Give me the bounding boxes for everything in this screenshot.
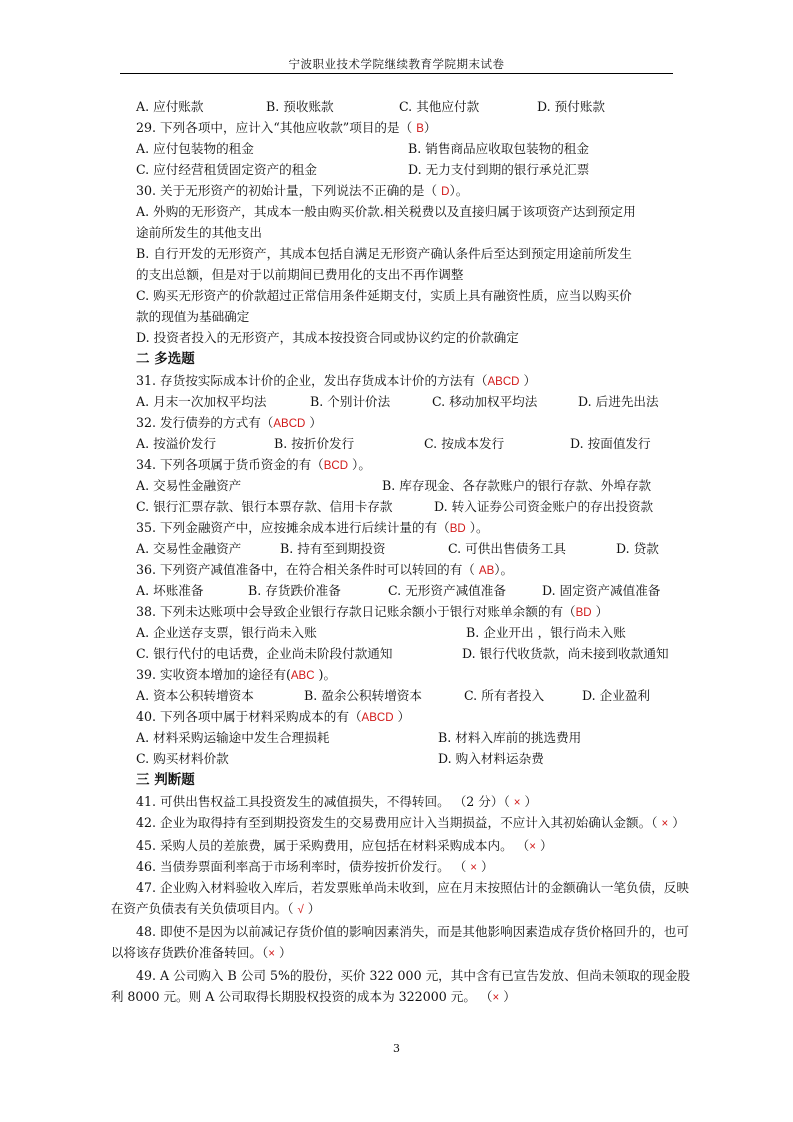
option-d: D. 转入证券公司资金账户的存出投资款 <box>434 499 654 514</box>
answer: D <box>441 186 450 198</box>
option-b: B. 按折价发行 <box>274 436 355 451</box>
option-b: B. 预收账款 <box>266 99 334 114</box>
page-number: 3 <box>393 1042 400 1055</box>
option-a: A. 坏账准备 <box>136 583 204 598</box>
q28-options <box>136 96 696 117</box>
option-c: C. 按成本发行 <box>424 436 505 451</box>
section-heading-multiple-choice: 二 多选题 <box>136 351 195 367</box>
q30-option-b-line1: B. 自行开发的无形资产，其成本包括自满足无形资产确认条件后至达到预定用途前所发生 <box>136 246 632 261</box>
q36-options <box>136 580 696 601</box>
option-d: D. 银行代收货款，尚未接到收款通知 <box>462 646 669 661</box>
judge-48: 48. 即使不是因为以前减记存货价值的影响因素消失，而是其他影响因素造成存货价格回升的，也可以将该存货跌价准备转回。（× ） <box>110 924 689 960</box>
option-b: B. 销售商品应收取包装物的租金 <box>408 141 589 156</box>
option-c: C. 可供出售债务工具 <box>448 541 566 556</box>
q29-options-row1 <box>136 138 696 159</box>
option-c: C. 银行代付的电话费，企业尚未阶段付款通知 <box>136 646 393 661</box>
option-a: A. 交易性金融资产 <box>136 541 242 556</box>
q39-options <box>136 685 696 706</box>
q38-options-row2 <box>136 643 696 664</box>
q30-stem: 30. 关于无形资产的初始计量，下列说法不正确的是（ D）。 <box>136 183 469 198</box>
q34-options-row2 <box>136 496 696 517</box>
answer: ABCD <box>487 376 520 388</box>
option-d: D. 无力支付到期的银行承兑汇票 <box>408 162 590 177</box>
q40-options-row1 <box>136 727 696 748</box>
q29-options-row2 <box>136 159 696 180</box>
q29-stem: 29. 下列各项中，应计入“其他应收款”项目的是（ B） <box>136 120 437 135</box>
judge-42: 42. 企业为取得持有至到期投资发生的交易费用应计入当期损益，不应计入其初始确认金额。（ × ） <box>136 815 685 830</box>
judge-47: 47. 企业购入材料验收入库后，若发票账单尚未收到，应在月末按照估计的金额确认一笔负债，反映在资产负债表有关负债项目内。（ √ ） <box>110 880 689 916</box>
answer: × <box>470 862 478 874</box>
option-a: A. 应付包装物的租金 <box>136 141 254 156</box>
q35-options <box>136 538 696 559</box>
judge-46: 46. 当债券票面利率高于市场利率时，债券按折价发行。 （ × ） <box>136 859 494 874</box>
q30-option-c-line1: C. 购买无形资产的价款超过正常信用条件延期支付，实质上具有融资性质，应当以购买价 <box>136 288 632 303</box>
q34-stem: 34. 下列各项属于货币资金的有（BCD ）。 <box>136 457 371 472</box>
answer: × <box>492 992 500 1004</box>
option-a: A. 月末一次加权平均法 <box>136 394 267 409</box>
answer: √ <box>297 904 304 916</box>
answer: × <box>513 797 521 809</box>
answer: B <box>416 123 424 135</box>
option-c: C. 银行汇票存款、银行本票存款、信用卡存款 <box>136 499 393 514</box>
q32-stem: 32. 发行债券的方式有（ABCD ） <box>136 415 322 430</box>
option-b: B. 持有至到期投资 <box>280 541 386 556</box>
judge-49: 49. A 公司购入 B 公司 5%的股份，买价 322 000 元，其中含有已宣告发放、但尚未领取的现金股利 8000 元。则 A 公司取得长期股权投资的成本为 322000 元。 （× ） <box>110 968 691 1004</box>
q38-options-row1 <box>136 622 696 643</box>
section-heading-true-false: 三 判断题 <box>136 772 195 788</box>
option-c: C. 购买材料价款 <box>136 751 229 766</box>
page-header: 宁波职业技术学院继续教育学院期末试卷 <box>288 57 505 71</box>
option-d: D. 预付账款 <box>537 99 606 114</box>
option-a: A. 材料采购运输途中发生合理损耗 <box>136 730 330 745</box>
q34-options-row1 <box>136 475 696 496</box>
option-d: D. 固定资产减值准备 <box>542 583 661 598</box>
answer: × <box>529 841 536 853</box>
answer: ABC <box>290 670 315 682</box>
q30-option-a-line1: A. 外购的无形资产，其成本一般由购买价款.相关税费以及直接归属于该项资产达到预定用 <box>136 204 636 219</box>
option-d: D. 后进先出法 <box>578 394 659 409</box>
option-c: C. 无形资产减值准备 <box>388 583 506 598</box>
option-b: B. 材料入库前的挑选费用 <box>438 730 582 745</box>
option-c: C. 应付经营租赁固定资产的租金 <box>136 162 317 177</box>
q36-stem: 36. 下列资产减值准备中，在符合相关条件时可以转回的有（ AB）。 <box>136 562 514 577</box>
option-a: A. 按溢价发行 <box>136 436 217 451</box>
option-a: A. 交易性金融资产 <box>136 478 242 493</box>
q40-stem: 40. 下列各项中属于材料采购成本的有（ABCD ） <box>136 709 411 724</box>
answer: AB <box>478 565 495 577</box>
answer: BCD <box>323 460 349 472</box>
option-c: C. 所有者投入 <box>464 688 545 703</box>
option-b: B. 库存现金、各存款账户的银行存款、外埠存款 <box>382 478 652 493</box>
q40-options-row2 <box>136 748 696 769</box>
answer: BD <box>575 607 592 619</box>
option-d: D. 企业盈利 <box>582 688 651 703</box>
q39-stem: 39. 实收资本增加的途径有(ABC )。 <box>136 667 337 682</box>
option-a: A. 应付账款 <box>136 99 204 114</box>
option-a: A. 企业送存支票，银行尚未入账 <box>136 625 317 640</box>
option-c: C. 移动加权平均法 <box>432 394 538 409</box>
option-b: B. 个别计价法 <box>310 394 391 409</box>
answer: × <box>268 948 275 960</box>
q31-stem: 31. 存货按实际成本计价的企业，发出存货成本计价的方法有（ABCD ） <box>136 373 537 388</box>
q31-options <box>136 391 696 412</box>
q30-option-b-line2: 的支出总额，但是对于以前期间已费用化的支出不再作调整 <box>136 267 464 282</box>
option-c: C. 其他应付款 <box>399 99 480 114</box>
q30-option-d: D. 投资者投入的无形资产，其成本按投资合同或协议约定的价款确定 <box>136 330 519 345</box>
option-d: D. 购入材料运杂费 <box>438 751 544 766</box>
q35-stem: 35. 下列金融资产中，应按摊余成本进行后续计量的有（BD ）。 <box>136 520 489 535</box>
q38-stem: 38. 下列未达账项中会导致企业银行存款日记账余额小于银行对账单余额的有（BD ） <box>136 604 609 619</box>
q30-option-c-line2: 款的现值为基础确定 <box>136 309 250 324</box>
answer: BD <box>449 523 466 535</box>
judge-41: 41. 可供出售权益工具投资发生的减值损失，不得转回。 （2 分）（ × ） <box>136 794 538 809</box>
answer: ABCD <box>361 712 394 724</box>
exam-content <box>110 96 696 1009</box>
option-d: D. 贷款 <box>616 541 659 556</box>
option-a: A. 资本公积转增资本 <box>136 688 254 703</box>
option-b: B. 盈余公积转增资本 <box>304 688 423 703</box>
header-rule <box>120 73 673 74</box>
answer: × <box>661 818 669 830</box>
q32-options <box>136 433 696 454</box>
option-b: B. 企业开出 ，银行尚未入账 <box>466 625 626 640</box>
answer: ABCD <box>273 418 306 430</box>
q30-option-a-line2: 途前所发生的其他支出 <box>136 225 262 240</box>
option-d: D. 按面值发行 <box>570 436 651 451</box>
option-b: B. 存货跌价准备 <box>248 583 341 598</box>
judge-45: 45. 采购人员的差旅费，属于采购费用，应包括在材料采购成本内。 （× ） <box>136 838 553 853</box>
